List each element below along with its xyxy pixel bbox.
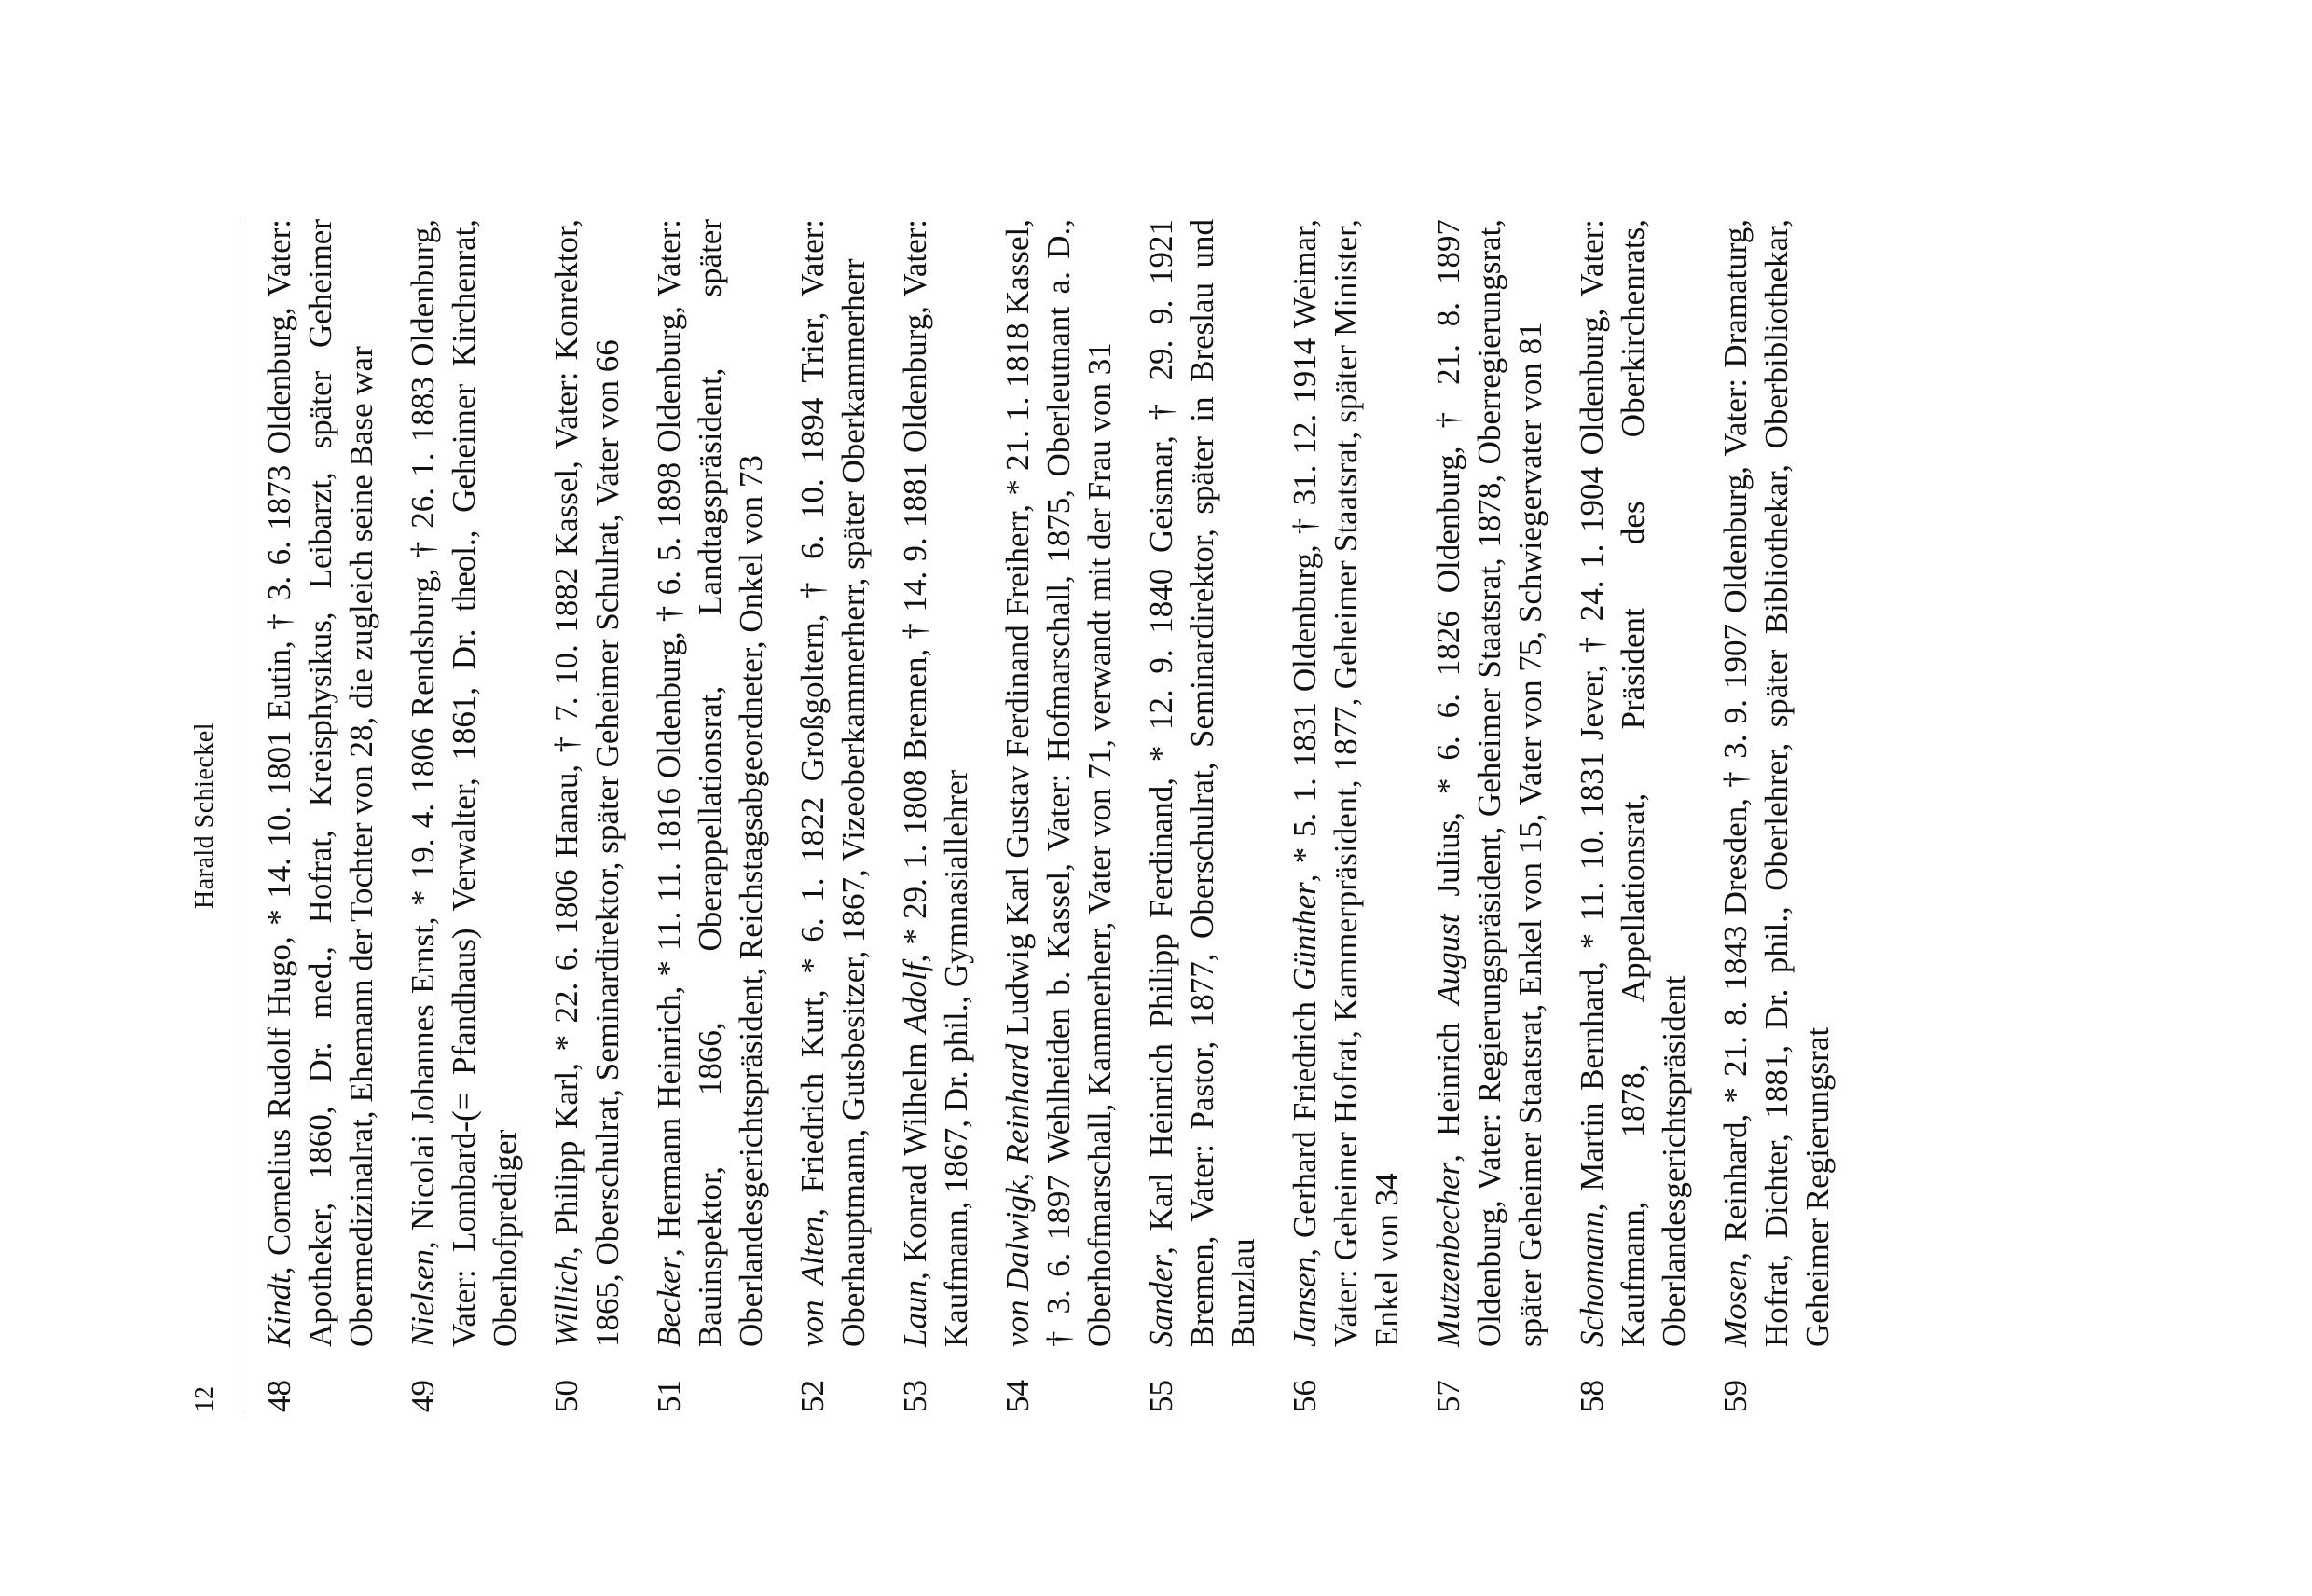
entry-59: [1715, 219, 1838, 1412]
given-names: , Konrad Wilhelm: [897, 1033, 933, 1281]
page-header: [186, 219, 224, 1412]
page-number: 12: [190, 1386, 219, 1412]
entry-49: [403, 219, 526, 1412]
surname: Alten: [794, 1216, 831, 1286]
surname: Laun: [897, 1280, 933, 1347]
rotated-page-content: [186, 219, 2051, 1412]
biography: , Friedrich Kurt, * 6. 1. 1822 Großgoltern, † 6. 10. 1894 Trier, Vater: Oberhauptmann, Gutsbesitzer, 1867, Vizeoberkammerherr, später Oberkammerherr: [794, 218, 872, 1347]
surname: Nielsen: [405, 1249, 441, 1347]
surname: Jansen: [1287, 1256, 1323, 1347]
given-names: , Heinrich: [1430, 1004, 1466, 1163]
entry-52: [792, 219, 874, 1412]
entry-54: [998, 219, 1121, 1412]
biography: , * 5. 1. 1831 Oldenburg, † 31. 12. 1914 Weimar, Vater: Geheimer Hofrat, Kammerpräsident, 1877, Geheimer Staatsrat, später Minister, Enkel von 34: [1287, 219, 1405, 1347]
biography: , Martin Bernhard, * 11. 10. 1831 Jever, † 24. 1. 1904 Oldenburg, Vater: Kaufmann, 1878, Appellationsrat, Präsident des Oberkirchenrats, Oberlandesgerichtspräsident: [1574, 219, 1692, 1347]
entry-55: [1141, 219, 1264, 1412]
given-names: , Gerhard Friedrich: [1287, 990, 1323, 1257]
surname: Mutzenbecher: [1430, 1162, 1466, 1347]
entry-text: [405, 219, 523, 1347]
call-name: Günther: [1287, 882, 1323, 991]
running-head: Harald Schieckel: [190, 722, 219, 910]
biography: , * 29. 1. 1808 Bremen, † 14. 9. 1881 Oldenburg, Vater: Kaufmann, 1867, Dr. phil., Gymnasiallehrer: [897, 219, 974, 1347]
biography: Julius, * 6. 6. 1826 Oldenburg, † 21. 8. 1897 Oldenburg, Vater: Regierungspräsident, Geheimer Staatsrat, 1878, Oberregierungsrat, später Geheimer Staatsrat, Enkel von 15, Vater von 75, Schwiegervater von 81: [1430, 219, 1548, 1347]
entry-50: [546, 219, 628, 1412]
entry-number: 52: [794, 1380, 831, 1412]
entry-text: [897, 219, 974, 1347]
entry-number: 55: [1143, 1380, 1179, 1412]
call-name: Adolf: [897, 962, 933, 1034]
entry-57: [1428, 219, 1551, 1412]
biography: , Philipp Karl, * 22. 6. 1806 Hanau, † 7. 10. 1882 Kassel, Vater: Konrektor, 1865, Oberschulrat, Seminardirektor, später Geheimer Schulrat, Vater von 66: [548, 219, 626, 1347]
biography: , Karl Heinrich Philipp Ferdinand, * 12. 9. 1840 Geismar, † 29. 9. 1921 Bremen, Vater: Pastor, 1877, Oberschulrat, Seminardirektor, später in Breslau und Bunzlau: [1143, 219, 1261, 1347]
entry-48: [259, 219, 382, 1412]
entry-number: 58: [1574, 1380, 1610, 1412]
entry-number: 53: [897, 1380, 933, 1412]
entry-number: 57: [1430, 1380, 1466, 1412]
entry-53: [895, 219, 977, 1412]
entry-text: [1143, 219, 1261, 1347]
entry-text: [794, 219, 872, 1347]
entry-text: [1287, 219, 1405, 1347]
surname: Kindt: [261, 1274, 297, 1347]
biography: , Cornelius Rudolf Hugo, * 14. 10. 1801 Eutin, † 3. 6. 1873 Oldenburg, Vater: Apotheker, 1860, Dr. med., Hofrat, Kreisphysikus, Leibarzt, später Geheimer Obermedizinalrat, Ehemann der Tochter von 28, die zugleich seine Base war: [261, 219, 379, 1347]
call-name: Reinhard: [999, 1043, 1036, 1164]
surname: Willich: [548, 1254, 585, 1347]
entry-number: 51: [651, 1380, 687, 1412]
entry-text: [651, 219, 769, 1347]
entry-text: [1430, 219, 1548, 1347]
entry-number: 59: [1717, 1380, 1754, 1412]
entry-list: [259, 219, 1859, 1412]
entry-58: [1572, 219, 1695, 1412]
entry-text: [1574, 219, 1692, 1347]
biography: , Nicolai Johannes Ernst, * 19. 4. 1806 Rendsburg, † 26. 1. 1883 Oldenburg, Vater: Lombard-(= Pfandhaus) Verwalter, 1861, Dr. theol., Geheimer Kirchenrat, Oberhofprediger: [405, 219, 523, 1347]
surname: Becker: [651, 1256, 687, 1347]
entry-text: [261, 219, 379, 1347]
entry-number: 48: [261, 1380, 297, 1412]
entry-text: [1717, 219, 1836, 1347]
surname: Mosen: [1717, 1259, 1754, 1347]
entry-51: [649, 219, 772, 1412]
biography: , Hermann Heinrich, * 11. 11. 1816 Oldenburg, † 6. 5. 1898 Oldenburg, Vater: Bauinspektor, 1866, Oberappellationsrat, Landtagspräsident, später Oberlandesgerichtspräsident, Reichstagsabgeordneter, Onkel von 73: [651, 219, 769, 1347]
given-names: ,: [999, 1163, 1036, 1181]
name-prefix: von: [999, 1291, 1036, 1347]
entry-text: [548, 219, 626, 1347]
biography: , Reinhard, * 21. 8. 1843 Dresden, † 3. 9. 1907 Oldenburg, Vater: Dramaturg, Hofrat, Dichter, 1881, Dr. phil., Oberlehrer, später Bibliothekar, Oberbibliothekar, Geheimer Regierungsrat: [1717, 219, 1836, 1347]
biography: Ludwig Karl Gustav Ferdinand Freiherr, * 21. 1. 1818 Kassel, † 3. 6. 1897 Wehlheiden b. Kassel, Vater: Hofmarschall, 1875, Oberleutnant a. D., Oberhofmarschall, Kammerherr, Vater von 71, verwandt mit der Frau von 31: [999, 219, 1118, 1347]
entry-number: 50: [548, 1380, 585, 1412]
surname: Dalwigk: [999, 1180, 1036, 1292]
entry-number: 56: [1287, 1380, 1323, 1412]
surname: Sander: [1143, 1254, 1179, 1347]
entry-number: 49: [405, 1380, 441, 1412]
call-name: August: [1430, 914, 1466, 1005]
entry-text: [999, 219, 1118, 1347]
entry-56: [1285, 219, 1408, 1412]
surname: Schomann: [1574, 1211, 1610, 1347]
name-prefix: von: [794, 1285, 831, 1347]
entry-number: 54: [999, 1380, 1036, 1412]
